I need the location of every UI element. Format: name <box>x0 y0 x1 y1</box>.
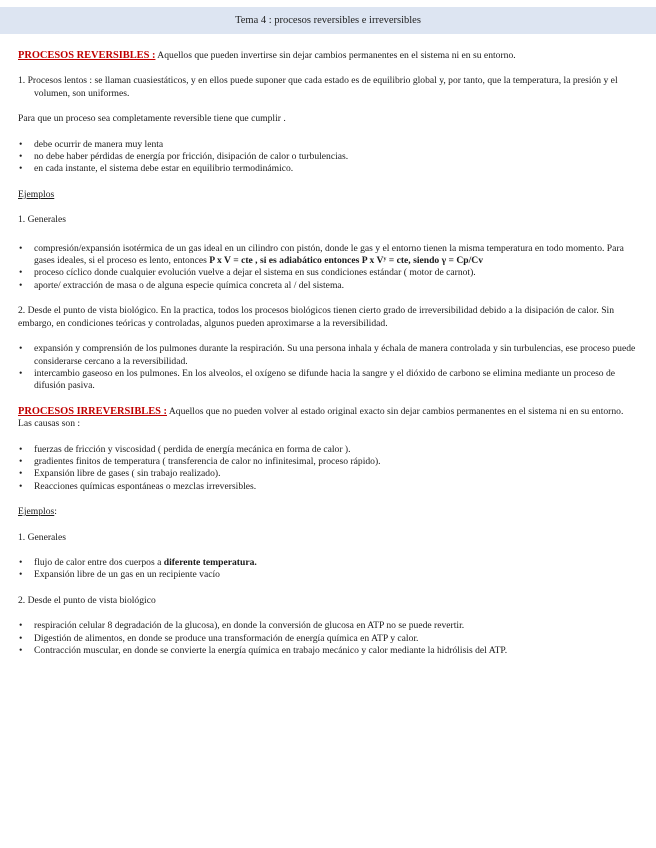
list-item: • intercambio gaseoso en los pulmones. En los alveolos, el oxígeno se difunde hacia la sangre y el dióxido de carbono se elimina mediante un proceso de difusión pasiva. <box>18 368 638 393</box>
general-examples-list <box>18 243 638 293</box>
page-title: Tema 4 : procesos reversibles e irreversibles <box>0 7 656 34</box>
document-body <box>18 50 638 657</box>
list-item: • compresión/expansión isotérmica de un gas ideal en un cilindro con pistón, donde le gas y el entorno tienen la misma temperatura en todo momento. Para gases ideales, si el proceso es lento, entonces P x V = cte , si es adiabático entonces P x Vʸ = cte, siendo γ = Cp/Cv <box>18 243 638 268</box>
bio-examples-list <box>18 343 638 393</box>
conditions-list <box>18 139 638 176</box>
list-item: • Contracción muscular, en donde se convierte la energía química en trabajo mecánico y calor mediante la hidrólisis del ATP. <box>18 645 638 657</box>
list-item: • gradientes finitos de temperatura ( transferencia de calor no infinitesimal, proceso rápido). <box>18 456 638 468</box>
list-item: • Digestión de alimentos, en donde se produce una transformación de energía química en ATP y calor. <box>18 633 638 645</box>
reversibles-heading: PROCESOS REVERSIBLES : <box>18 50 156 61</box>
list-item: • respiración celular 8 degradación de la glucosa), en donde la conversión de glucosa en ATP no se puede revertir. <box>18 620 638 632</box>
reversibles-point-1: 1. Procesos lentos : se llaman cuasiestáticos, y en ellos puede suponer que cada estado es de equilibrio global y, por tanto, que la temperatura, la presión y el volumen, son uniformes. <box>18 75 618 99</box>
list-item: • aporte/ extracción de masa o de alguna especie química concreta al / del sistema. <box>18 280 638 292</box>
examples-label: Ejemplos <box>18 188 55 200</box>
bio-paragraph: 2. Desde el punto de vista biológico. En la practica, todos los procesos biológicos tienen cierto grado de irreversibilidad debido a la disipación de calor. Sin embargo, en condiciones teóricas y controladas, algunos pueden aproximarse a la reversibilidad. <box>18 305 614 329</box>
general-label: 1. Generales <box>18 214 66 226</box>
conditions-intro: Para que un proceso sea completamente reversible tiene que cumplir . <box>18 113 286 125</box>
causes-list <box>18 444 638 494</box>
irreversibles-definition: PROCESOS IRREVERSIBLES : Aquellos que no pueden volver al estado original exacto sin dejar cambios permanentes en el sistema ni en su entorno. Las causas son : <box>18 405 624 430</box>
irreversibles-examples-label: Ejemplos: <box>18 506 57 518</box>
list-item: • flujo de calor entre dos cuerpos a diferente temperatura. <box>18 557 638 569</box>
list-item: • no debe haber pérdidas de energía por fricción, disipación de calor o turbulencias. <box>18 151 638 163</box>
list-item: • proceso cíclico donde cualquier evolución vuelve a dejar el sistema en sus condiciones estándar ( motor de carnot). <box>18 267 638 279</box>
list-item: • expansión y comprensión de los pulmones durante la respiración. Su una persona inhala y échala de manera controlada y sin turbulencias, ese proceso puede considerarse cercano a la reversibilidad. <box>18 343 638 368</box>
list-item: • Expansión libre de gases ( sin trabajo realizado). <box>18 468 638 480</box>
list-item: • en cada instante, el sistema debe estar en equilibrio termodinámico. <box>18 163 638 175</box>
list-item: • fuerzas de fricción y viscosidad ( perdida de energía mecánica en forma de calor ). <box>18 444 638 456</box>
irreversibles-bio-list <box>18 620 638 657</box>
irreversibles-bio-label: 2. Desde el punto de vista biológico <box>18 594 156 606</box>
irreversibles-heading: PROCESOS IRREVERSIBLES : <box>18 405 167 417</box>
reversibles-definition: PROCESOS REVERSIBLES : Aquellos que pueden invertirse sin dejar cambios permanentes en el sistema ni en su entorno. <box>18 50 516 61</box>
list-item: • Reacciones químicas espontáneas o mezclas irreversibles. <box>18 481 638 493</box>
irreversibles-general-list <box>18 557 638 582</box>
list-item: • debe ocurrir de manera muy lenta <box>18 139 638 151</box>
formula-text: P x V = cte , si es adiabático entonces P x Vʸ = cte, siendo γ = Cp/Cv <box>209 255 484 267</box>
irreversibles-general-label: 1. Generales <box>18 531 66 543</box>
list-item: • Expansión libre de un gas en un recipiente vacío <box>18 569 638 581</box>
